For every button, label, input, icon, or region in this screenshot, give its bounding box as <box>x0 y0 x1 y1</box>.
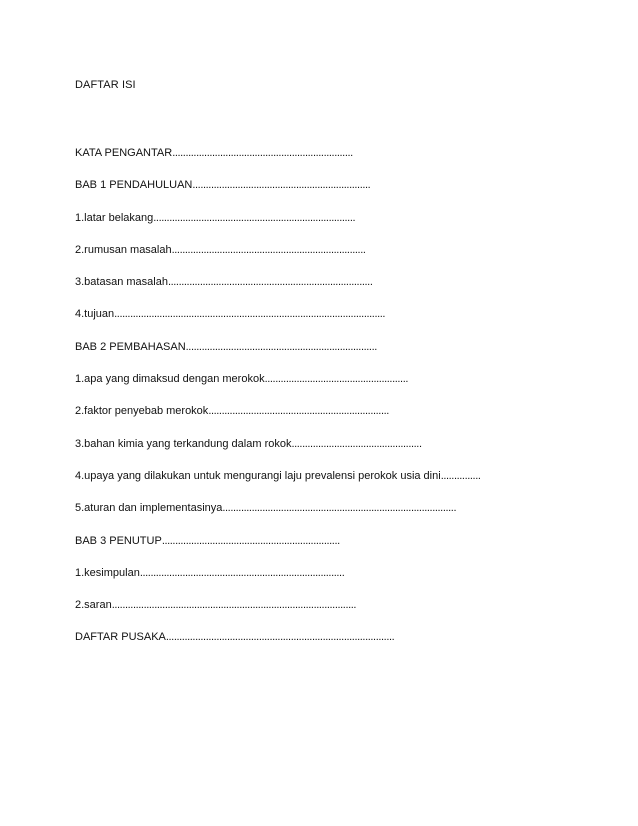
toc-entry-text: 2.faktor penyebab merokok <box>75 405 209 418</box>
toc-entry-aturan <box>75 501 481 533</box>
toc-dot-leader: .................................................................... <box>208 405 389 418</box>
toc-dot-leader: ............................................................................. <box>139 566 345 579</box>
toc-entry-apa-yang-dimaksud <box>75 372 481 404</box>
toc-entry-bab-1 <box>75 178 481 210</box>
toc-entry-text: 2.saran <box>75 599 112 612</box>
toc-entry-text: 3.bahan kimia yang terkandung dalam rokok <box>75 437 292 450</box>
toc-entry-text: 2.rumusan masalah <box>75 243 172 256</box>
toc-entry-text: 1.kesimpulan <box>75 566 140 579</box>
toc-dot-leader: .................................................................... <box>172 147 353 159</box>
toc-entry-saran <box>75 598 481 630</box>
toc-dot-leader: ...................................................................................................... <box>114 308 386 321</box>
toc-entry-bab-2 <box>75 340 481 372</box>
toc-entry-latar-belakang <box>75 211 481 243</box>
toc-entry-batasan-masalah <box>75 275 481 307</box>
toc-entry-upaya <box>75 469 481 501</box>
toc-entry-text: BAB 1 PENDAHULUAN <box>75 179 193 192</box>
toc-dot-leader: ......................................................................... <box>171 243 366 256</box>
toc-entry-tujuan <box>75 307 481 339</box>
toc-entry-text: KATA PENGANTAR <box>75 147 173 159</box>
toc-entry-kata-pengantar <box>75 146 481 178</box>
page-title: DAFTAR ISI <box>75 79 136 91</box>
toc-dot-leader: ............................................................................ <box>153 211 356 224</box>
toc-dot-leader: ...................................................................................... <box>165 631 395 644</box>
toc-dot-leader: ............................................................................. <box>167 276 373 289</box>
toc-entry-text: 3.batasan masalah <box>75 276 168 289</box>
toc-entry-text: DAFTAR PUSAKA <box>75 631 166 644</box>
toc-entry-daftar-pusaka <box>75 630 481 662</box>
toc-entry-text: 1.apa yang dimaksud dengan merokok <box>75 373 265 386</box>
toc-entry-text: BAB 3 PENUTUP <box>75 534 162 547</box>
toc-dot-leader: ........................................................................................ <box>222 502 457 515</box>
toc-dot-leader: ................................................................... <box>161 534 340 547</box>
toc-dot-leader: ................................................................... <box>192 179 371 192</box>
toc-dot-leader: ................................................. <box>291 437 422 450</box>
toc-entry-text: 4.upaya yang dilakukan untuk mengurangi laju prevalensi perokok usia dini <box>75 469 441 482</box>
toc-entry-rumusan-masalah <box>75 243 481 275</box>
toc-entry-text: 5.aturan dan implementasinya <box>75 502 223 515</box>
toc-entry-text: 1.latar belakang <box>75 211 154 224</box>
table-of-contents <box>75 146 481 663</box>
toc-entry-text: 4.tujuan <box>75 308 115 321</box>
toc-dot-leader: ............... <box>440 469 481 482</box>
toc-entry-bahan-kimia <box>75 437 481 469</box>
toc-entry-bab-3 <box>75 534 481 566</box>
toc-dot-leader: ...................................................... <box>264 373 409 386</box>
toc-entry-faktor-penyebab <box>75 404 481 436</box>
toc-dot-leader: ............................................................................................ <box>111 599 357 612</box>
toc-dot-leader: ........................................................................ <box>185 340 377 353</box>
toc-entry-text: BAB 2 PEMBAHASAN <box>75 340 186 353</box>
toc-entry-kesimpulan <box>75 566 481 598</box>
